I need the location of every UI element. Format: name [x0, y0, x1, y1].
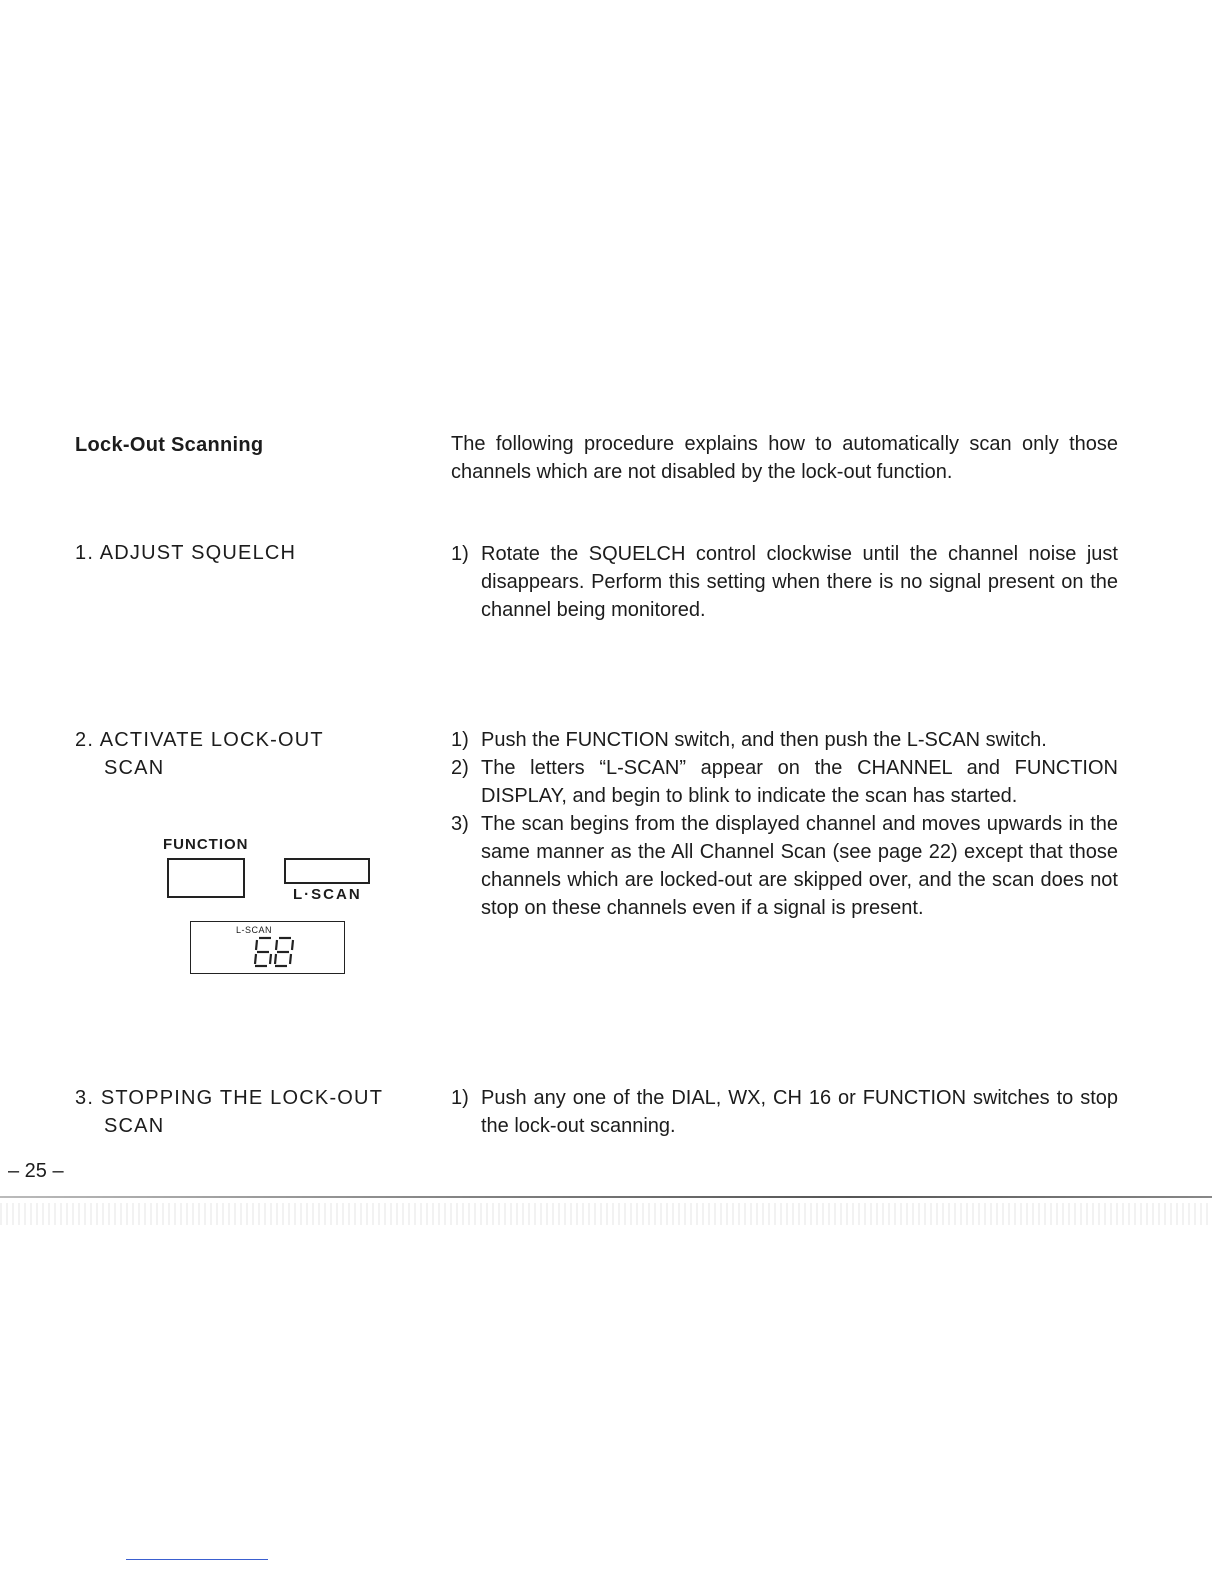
- footer-line: [126, 1559, 268, 1560]
- item-text: The letters “L-SCAN” appear on the CHANNEL and FUNCTION DISPLAY, and begin to blink to indicate the scan has started.: [481, 757, 1118, 807]
- seven-segment-digits: [249, 935, 309, 969]
- item-text: Push any one of the DIAL, WX, CH 16 or FUNCTION switches to stop the lock-out scanning.: [481, 1087, 1118, 1137]
- step-1-heading: 1. ADJUST SQUELCH: [75, 542, 297, 564]
- lscan-switch: [284, 858, 370, 884]
- list-item: [451, 754, 1118, 810]
- scan-noise-band: [0, 1203, 1212, 1225]
- step-2-content: [451, 726, 1118, 922]
- step-3-content: [451, 1084, 1118, 1140]
- step-3-heading: [75, 1084, 383, 1140]
- step-3-heading-line-2: SCAN: [104, 1115, 165, 1137]
- list-item: [451, 810, 1118, 922]
- step-3-list: [451, 1084, 1118, 1140]
- list-item: [451, 726, 1118, 754]
- page-bottom-rule: [0, 1196, 1212, 1198]
- step-2-heading: [75, 726, 324, 782]
- page-number: – 25 –: [8, 1160, 64, 1182]
- item-number: 1): [451, 729, 469, 751]
- step-1-content: [451, 540, 1118, 624]
- item-number: 1): [451, 1087, 469, 1109]
- item-number: 1): [451, 543, 469, 565]
- digit-6: [255, 938, 271, 966]
- control-panel-figure: [150, 832, 380, 982]
- step-1-list: [451, 540, 1118, 624]
- item-number: 2): [451, 757, 469, 779]
- list-item: [451, 540, 1118, 624]
- step-2-heading-line-2: SCAN: [104, 757, 165, 779]
- item-number: 3): [451, 813, 469, 835]
- item-text: The scan begins from the displayed channel and moves upwards in the same manner as the All Channel Scan (see page 22) except that those channels which are locked-out are skipped over, and the scan does not stop on these channels even if a signal is present.: [481, 813, 1118, 919]
- lscan-switch-label: L·SCAN: [293, 886, 362, 903]
- list-item: [451, 1084, 1118, 1140]
- intro-text: The following procedure explains how to automatically scan only those channels which are not disabled by the lock-out function.: [451, 433, 1118, 483]
- function-switch: [167, 858, 245, 898]
- item-text: Rotate the SQUELCH control clockwise until the channel noise just disappears. Perform this setting when there is no signal present on the channel being monitored.: [481, 543, 1118, 621]
- display-lscan-indicator: L-SCAN: [236, 925, 273, 935]
- step-3-heading-line-1: 3. STOPPING THE LOCK-OUT: [75, 1087, 384, 1109]
- item-text: Push the FUNCTION switch, and then push the L-SCAN switch.: [481, 729, 1047, 751]
- channel-display: [190, 921, 345, 974]
- digit-8: [275, 938, 293, 966]
- step-2-heading-line-1: 2. ACTIVATE LOCK-OUT: [75, 729, 324, 751]
- step-2-list: [451, 726, 1118, 922]
- function-switch-label: FUNCTION: [163, 836, 249, 853]
- section-title: Lock-Out Scanning: [75, 434, 264, 456]
